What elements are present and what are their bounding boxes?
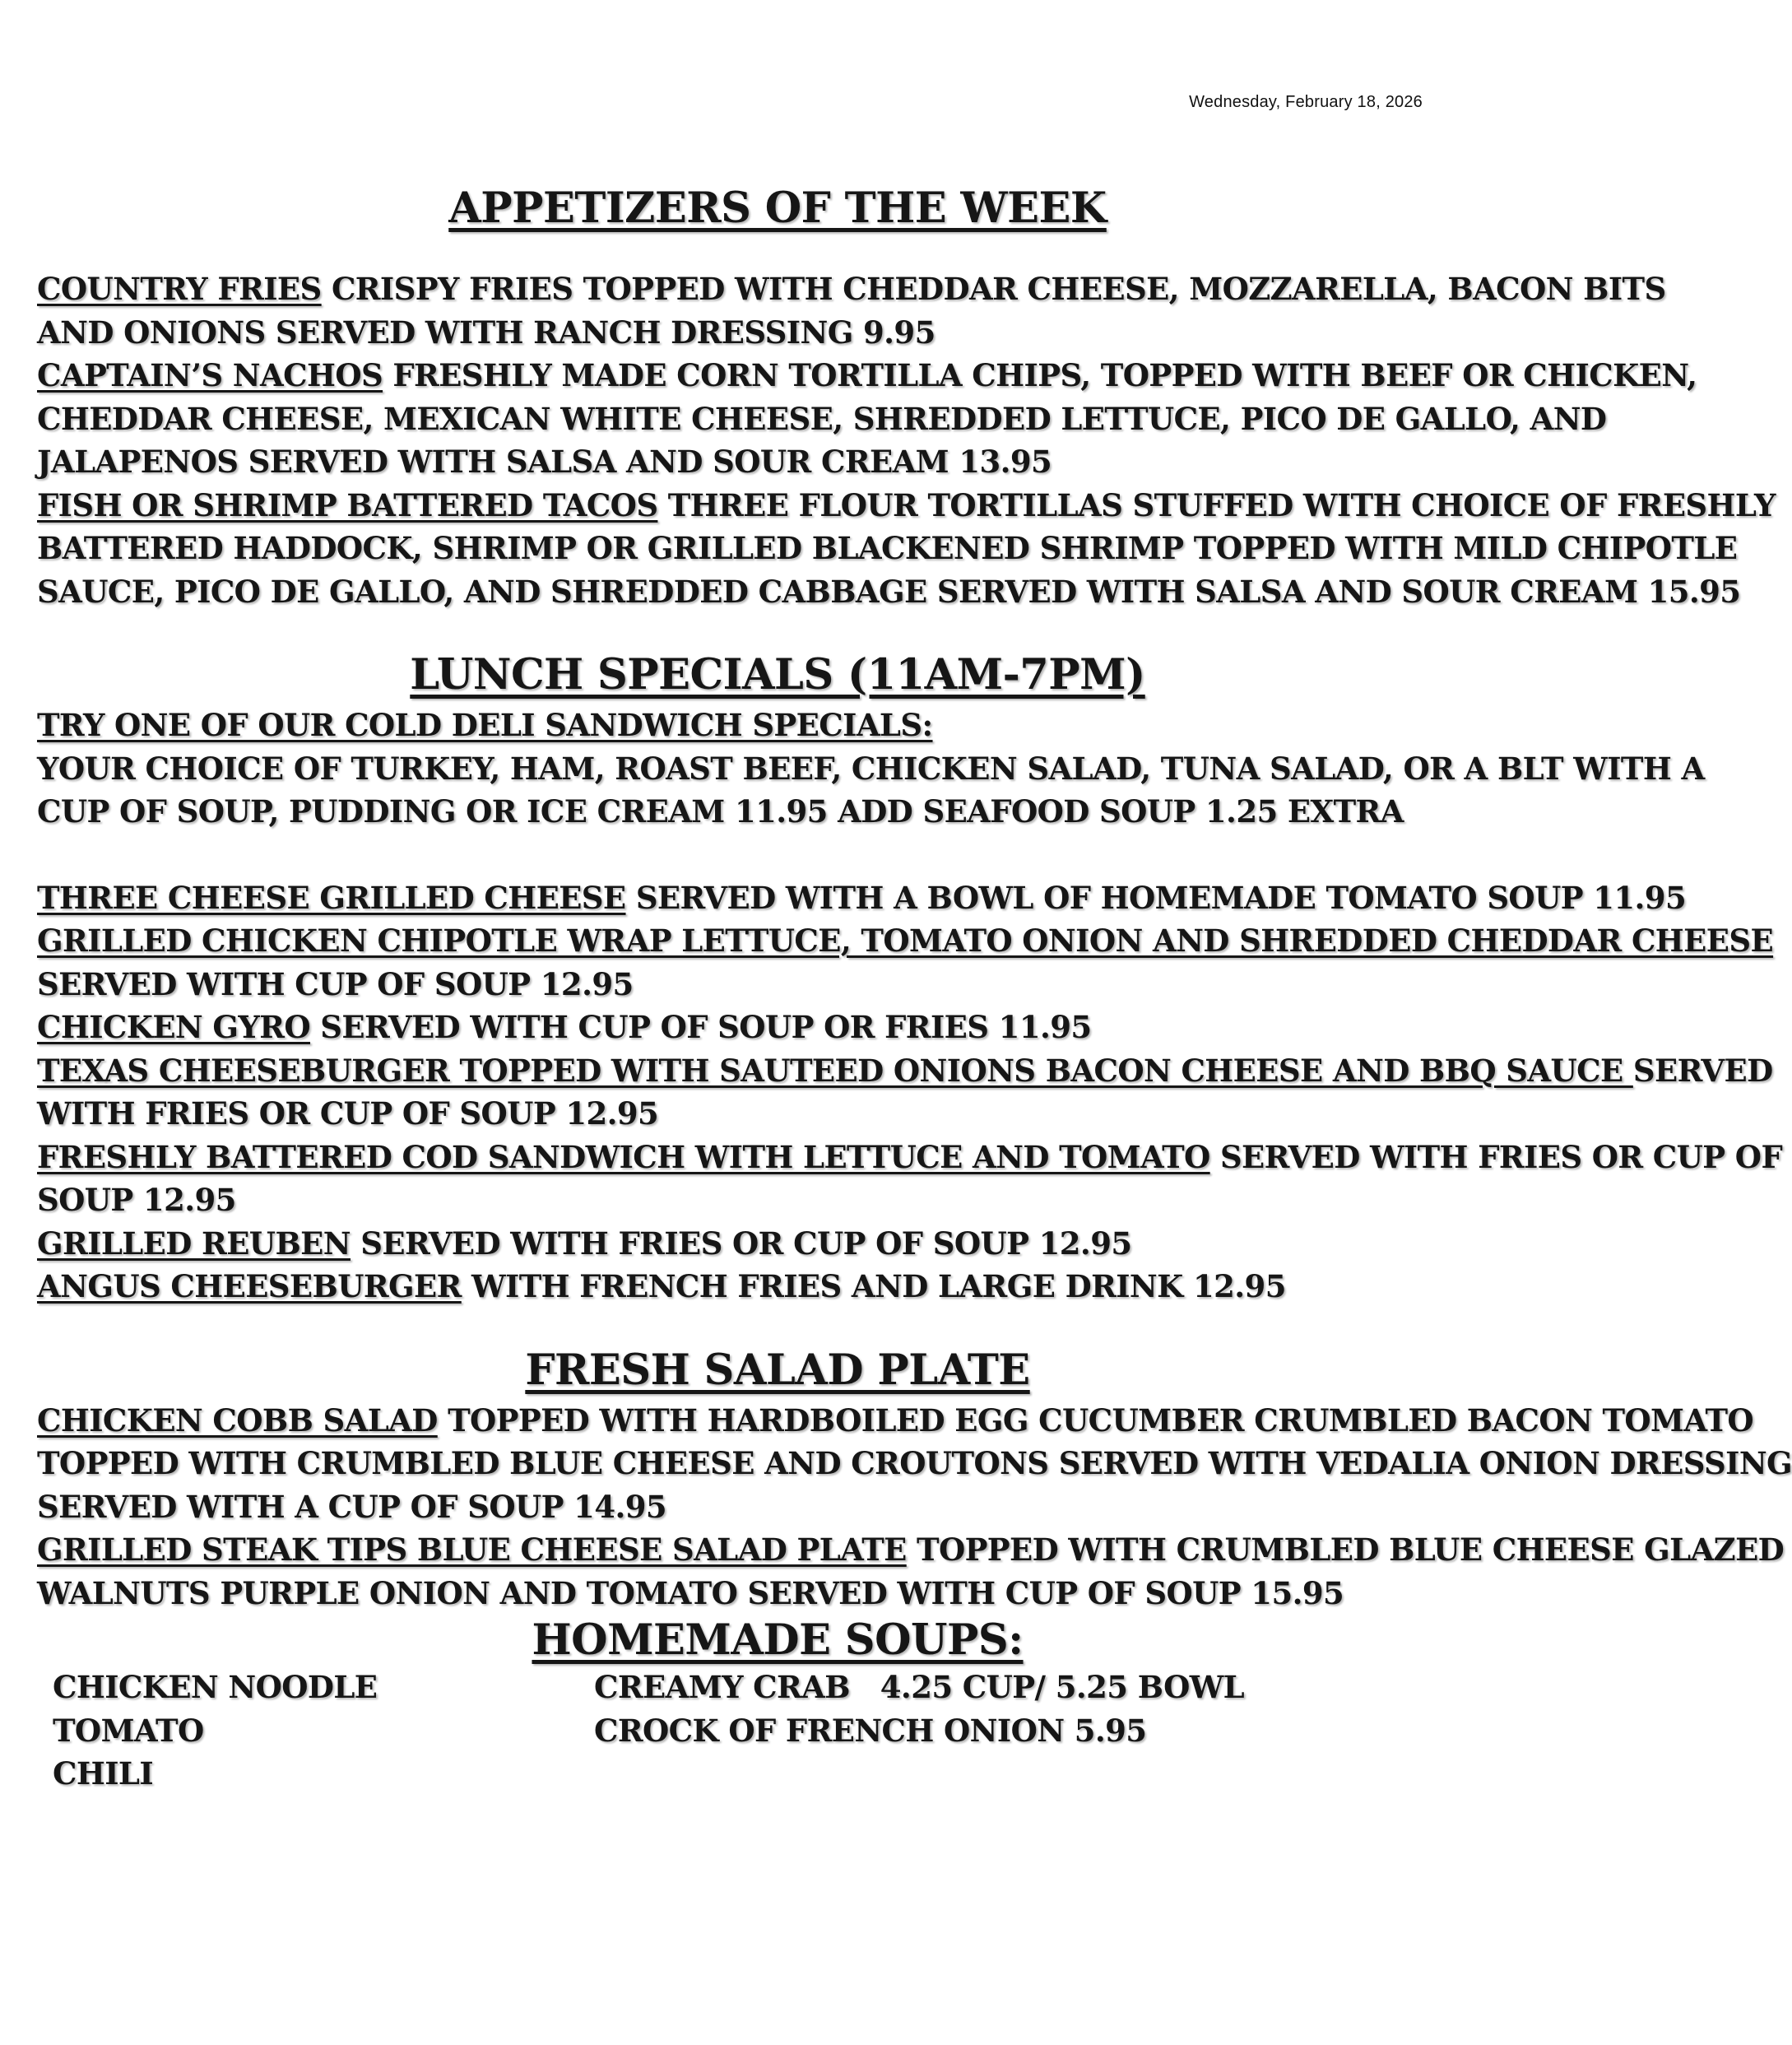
- appetizers-heading: APPETIZERS OF THE WEEK: [448, 184, 1107, 233]
- lunch-item-desc: SERVED: [1632, 1052, 1773, 1089]
- appetizer-item: [37, 354, 1697, 397]
- lunch-item-name: GRILLED CHICKEN CHIPOTLE WRAP LETTUCE, TOMATO ONION AND SHREDDED CHEDDAR CHEESE: [37, 923, 1774, 959]
- soup-item: TOMATO: [53, 1712, 204, 1749]
- salad-item: [37, 1528, 1785, 1572]
- lunch-item-name: GRILLED REUBEN: [37, 1225, 351, 1262]
- salad-item-desc-line: WALNUTS PURPLE ONION AND TOMATO SERVED WITH CUP OF SOUP 15.95: [37, 1574, 1344, 1611]
- lunch-item-name: TEXAS CHEESEBURGER TOPPED WITH SAUTEED ONIONS BACON CHEESE AND BBQ SAUCE: [37, 1052, 1633, 1089]
- lunch-item: [37, 1222, 1518, 1266]
- appetizer-item: [37, 484, 1776, 528]
- deli-heading: TRY ONE OF OUR COLD DELI SANDWICH SPECIALS:: [37, 707, 933, 743]
- appetizer-desc-line: AND ONIONS SERVED WITH RANCH DRESSING 9.95: [37, 314, 935, 351]
- salad-item-name: GRILLED STEAK TIPS BLUE CHEESE SALAD PLATE: [37, 1531, 907, 1568]
- appetizer-desc: FRESHLY MADE CORN TORTILLA CHIPS, TOPPED WITH BEEF OR CHICKEN,: [383, 357, 1697, 393]
- salad-item: [37, 1399, 1754, 1443]
- appetizer-desc-line: SAUCE, PICO DE GALLO, AND SHREDDED CABBAGE SERVED WITH SALSA AND SOUR CREAM 15.95: [37, 573, 1741, 610]
- salad-item-name: CHICKEN COBB SALAD: [37, 1401, 438, 1438]
- lunch-item-name: CHICKEN GYRO: [37, 1009, 311, 1045]
- soup-item: CREAMY CRAB 4.25 CUP/ 5.25 BOWL: [594, 1669, 1245, 1705]
- appetizer-name: COUNTRY FRIES: [37, 271, 322, 307]
- appetizer-desc-line: JALAPENOS SERVED WITH SALSA AND SOUR CREAM 13.95: [37, 444, 1052, 480]
- appetizer-desc: THREE FLOUR TORTILLAS STUFFED WITH CHOICE OF FRESHLY: [657, 486, 1776, 523]
- soup-item: CHILI: [53, 1755, 154, 1792]
- lunch-item-desc: WITH FRENCH FRIES AND LARGE DRINK 12.95: [461, 1268, 1286, 1304]
- deli-desc-line: YOUR CHOICE OF TURKEY, HAM, ROAST BEEF, CHICKEN SALAD, TUNA SALAD, OR A BLT WITH A: [37, 750, 1705, 787]
- lunch-item: [37, 1265, 1518, 1308]
- lunch-item: [37, 919, 1774, 963]
- lunch-item-desc: SERVED WITH CUP OF SOUP OR FRIES 11.95: [310, 1009, 1092, 1045]
- menu-date: Wednesday, February 18, 2026: [1189, 93, 1423, 111]
- lunch-item: [37, 1006, 1518, 1049]
- appetizer-desc: CRISPY FRIES TOPPED WITH CHEDDAR CHEESE, MOZZARELLA, BACON BITS: [321, 271, 1666, 307]
- salad-item-desc: TOPPED WITH HARDBOILED EGG CUCUMBER CRUMBLED BACON TOMATO: [437, 1401, 1754, 1438]
- appetizer-desc-line: BATTERED HADDOCK, SHRIMP OR GRILLED BLACKENED SHRIMP TOPPED WITH MILD CHIPOTLE: [37, 530, 1738, 566]
- salad-item-desc-line: SERVED WITH A CUP OF SOUP 14.95: [37, 1488, 667, 1525]
- appetizer-name: CAPTAIN’S NACHOS: [37, 357, 383, 393]
- appetizer-desc-line: CHEDDAR CHEESE, MEXICAN WHITE CHEESE, SHREDDED LETTUCE, PICO DE GALLO, AND: [37, 400, 1607, 437]
- menu-content: [37, 179, 1792, 1796]
- lunch-item-desc-line: WITH FRIES OR CUP OF SOUP 12.95: [37, 1095, 659, 1132]
- lunch-item-desc: SERVED WITH A BOWL OF HOMEMADE TOMATO SOUP 11.95: [625, 879, 1687, 916]
- soup-item: CROCK OF FRENCH ONION 5.95: [594, 1712, 1147, 1749]
- lunch-item: [37, 1136, 1783, 1179]
- lunch-item-desc-line: SERVED WITH CUP OF SOUP 12.95: [37, 965, 634, 1002]
- lunch-item: [37, 1049, 1773, 1093]
- soups-column-right: [594, 1666, 1335, 1796]
- soups-heading: HOMEMADE SOUPS:: [532, 1615, 1024, 1665]
- soup-item: CHICKEN NOODLE: [53, 1669, 378, 1705]
- soups-column-left: [53, 1666, 594, 1796]
- salad-item-desc: TOPPED WITH CRUMBLED BLUE CHEESE GLAZED: [906, 1531, 1785, 1568]
- lunch-item-name: ANGUS CHEESEBURGER: [37, 1268, 462, 1304]
- lunch-item-desc: SERVED WITH FRIES OR CUP OF: [1209, 1138, 1783, 1175]
- lunch-item-desc: SERVED WITH FRIES OR CUP OF SOUP 12.95: [350, 1225, 1132, 1262]
- soups-list: [53, 1666, 1518, 1796]
- salad-heading: FRESH SALAD PLATE: [525, 1345, 1030, 1395]
- appetizer-item: [37, 267, 1666, 311]
- lunch-item-name: FRESHLY BATTERED COD SANDWICH WITH LETTUCE AND TOMATO: [37, 1138, 1210, 1175]
- salad-item-desc-line: TOPPED WITH CRUMBLED BLUE CHEESE AND CROUTONS SERVED WITH VEDALIA ONION DRESSING: [37, 1445, 1792, 1481]
- appetizer-name: FISH OR SHRIMP BATTERED TACOS: [37, 486, 658, 523]
- lunch-item: [37, 876, 1687, 920]
- deli-desc-line: CUP OF SOUP, PUDDING OR ICE CREAM 11.95 ADD SEAFOOD SOUP 1.25 EXTRA: [37, 793, 1404, 830]
- lunch-heading: LUNCH SPECIALS (11AM-7PM): [410, 650, 1145, 699]
- lunch-item-name: THREE CHEESE GRILLED CHEESE: [37, 879, 626, 916]
- lunch-item-desc-line: SOUP 12.95: [37, 1182, 236, 1218]
